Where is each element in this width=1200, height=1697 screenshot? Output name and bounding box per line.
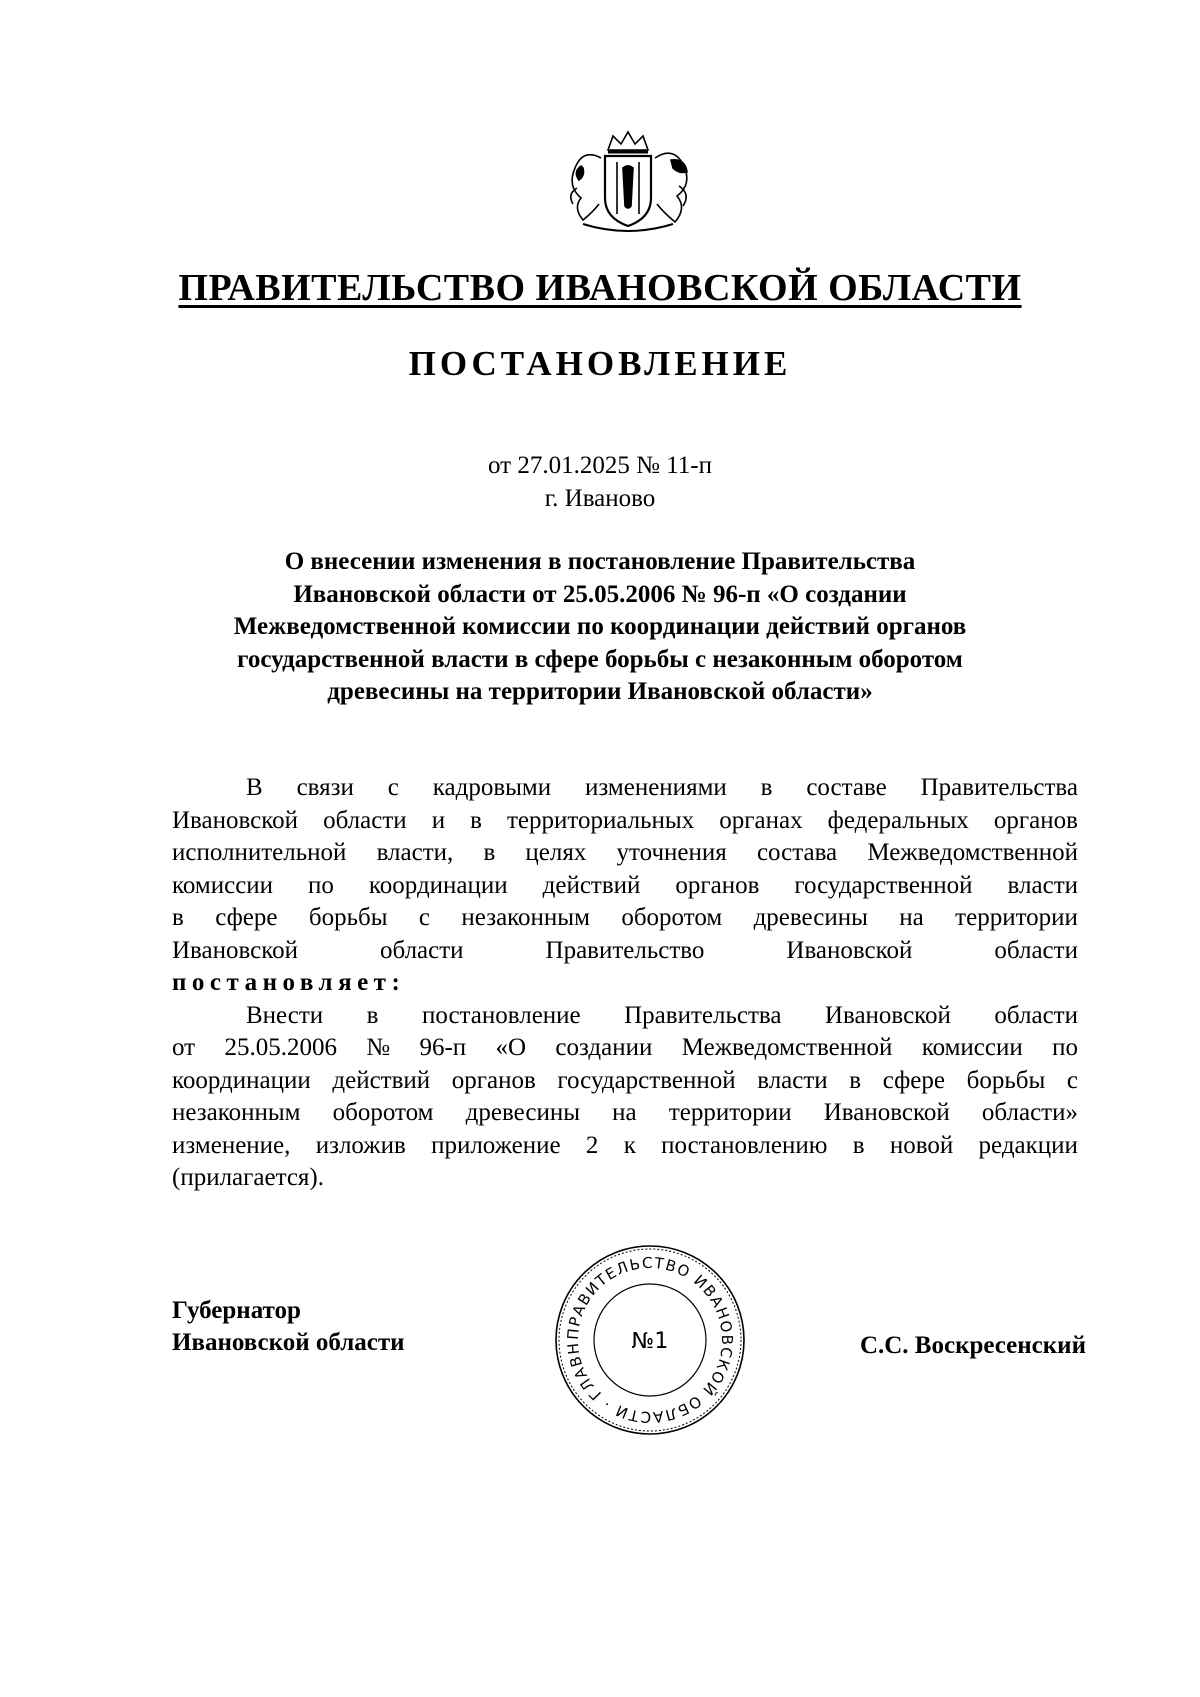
word: координации [172,1066,311,1094]
word: государственной [794,871,973,899]
city: г. Иваново [544,485,656,512]
word: исполнительной [172,839,347,866]
word: сфере [215,904,278,931]
official-seal [550,1240,750,1440]
word: оборотом [621,904,723,931]
word: оборотом [332,1099,434,1126]
word: состава [756,839,838,866]
word: Ивановской [172,936,299,964]
word: изложив [315,1131,406,1159]
word: с [387,774,399,801]
document-type: ПОСТАНОВЛЕНИЕ [408,344,792,383]
coat-of-arms-icon [553,128,703,232]
word: с [1066,1066,1078,1094]
word: незаконным [461,904,590,931]
resolves-word: постановляет: [172,969,406,996]
word: борьбы [308,904,388,931]
word: новой [889,1131,954,1159]
word: Межведомственной [867,839,1078,866]
word: комиссии [172,871,274,899]
word: на [612,1099,637,1126]
word: государственной [557,1066,736,1094]
word: в [760,774,773,801]
word: комиссии [921,1034,1023,1061]
word: древесины [465,1099,581,1126]
word: области [994,936,1078,964]
word: № [366,1034,391,1061]
word: с [418,904,431,931]
word: 96-п [419,1034,467,1061]
word: области [379,936,464,964]
word: области» [981,1099,1078,1126]
word: приложение [431,1131,561,1159]
word: действий [542,871,641,899]
word: редакции [978,1131,1078,1159]
word: в [470,806,482,834]
word: от [172,1034,196,1061]
word: В [246,774,263,801]
word: по [1052,1034,1078,1061]
word: Правительства [920,774,1078,801]
word: Правительства [624,1001,782,1029]
body-line [172,1097,1078,1130]
word: создании [555,1034,653,1061]
subject-line: Межведомственной комиссии по координации действий органов [233,613,967,640]
signatory-name: С.С. Воскресенский [859,1332,1086,1359]
subject-line: древесины на территории Ивановской области» [327,678,873,705]
word: в [483,839,496,866]
word: Ивановской [823,1099,950,1126]
body-line [172,1065,1078,1098]
word: органах [719,806,803,834]
body-line [172,837,1078,870]
word: незаконным [172,1099,301,1126]
word: целях [525,839,587,866]
document-subject [170,546,1030,709]
government-title [0,266,1200,310]
document-body [172,772,1078,1195]
word: органов [993,806,1078,834]
word: на [899,904,924,931]
word: составе [806,774,887,801]
word: территории [955,904,1078,931]
subject-line: О внесении изменения в постановление Правительства [284,548,916,575]
word: изменение, [172,1131,291,1159]
word: координации [368,871,508,899]
body-line [172,935,1078,968]
word: борьбы [966,1066,1046,1094]
word: 2 [585,1131,599,1159]
word: 25.05.2006 [224,1034,337,1061]
word: в [366,1001,379,1029]
word: территории [668,1099,792,1126]
subject-line: государственной власти в сфере борьбы с незаконным оборотом [237,645,963,673]
word: действий [332,1066,431,1094]
word: связи [296,774,354,801]
word: в [172,904,184,931]
word: в [852,1131,865,1159]
word: органов [675,871,760,899]
subject-line: Ивановской области от 25.05.2006 № 96-п «О создании [293,580,907,608]
word: постановление [421,1001,581,1029]
word: Ивановской [786,936,913,964]
word: области [994,1001,1078,1029]
body-line [172,1130,1078,1163]
word: власти [757,1066,828,1094]
word: по [308,871,334,899]
word: власти, [376,839,454,866]
word: постановлению [661,1131,828,1159]
word: Внести [246,1001,324,1029]
government-title-text: ПРАВИТЕЛЬСТВО ИВАНОВСКОЙ ОБЛАСТИ [178,267,1022,309]
word: федеральных [827,806,969,834]
word: Ивановской [172,806,299,834]
signatory-title-line: Ивановской области [172,1329,405,1356]
word: уточнения [616,839,727,866]
seal-number: №1 [631,1329,669,1354]
body-line [172,1032,1078,1065]
date-number: от 27.01.2025 № 11-п [488,452,712,479]
body-line [172,772,1078,805]
word: древесины [753,904,868,931]
body-line [172,902,1078,935]
body-line [172,870,1078,903]
word: в [849,1066,862,1094]
word: области [323,806,407,834]
signatory-title-line: Губернатор [172,1297,301,1324]
seal-ring-text: ПРАВИТЕЛЬСТВО ИВАНОВСКОЙ ОБЛАСТИ · ГЛАВН [563,1253,737,1427]
word: власти [1007,871,1078,899]
word: Правительство [545,936,705,964]
body-line [172,1000,1078,1033]
word: и [431,806,446,834]
word: кадровыми [432,774,552,801]
body-line [172,805,1078,838]
word: к [623,1131,636,1159]
signatory-title [172,1295,405,1359]
word: территориальных [506,806,695,834]
word: сфере [882,1066,945,1094]
word: органов [451,1066,536,1094]
word: Межведомственной [681,1034,893,1061]
body-line-last: (прилагается). [172,1164,325,1191]
word: «О [495,1034,527,1061]
word: изменениями [585,774,727,801]
word: Ивановской [824,1001,951,1029]
